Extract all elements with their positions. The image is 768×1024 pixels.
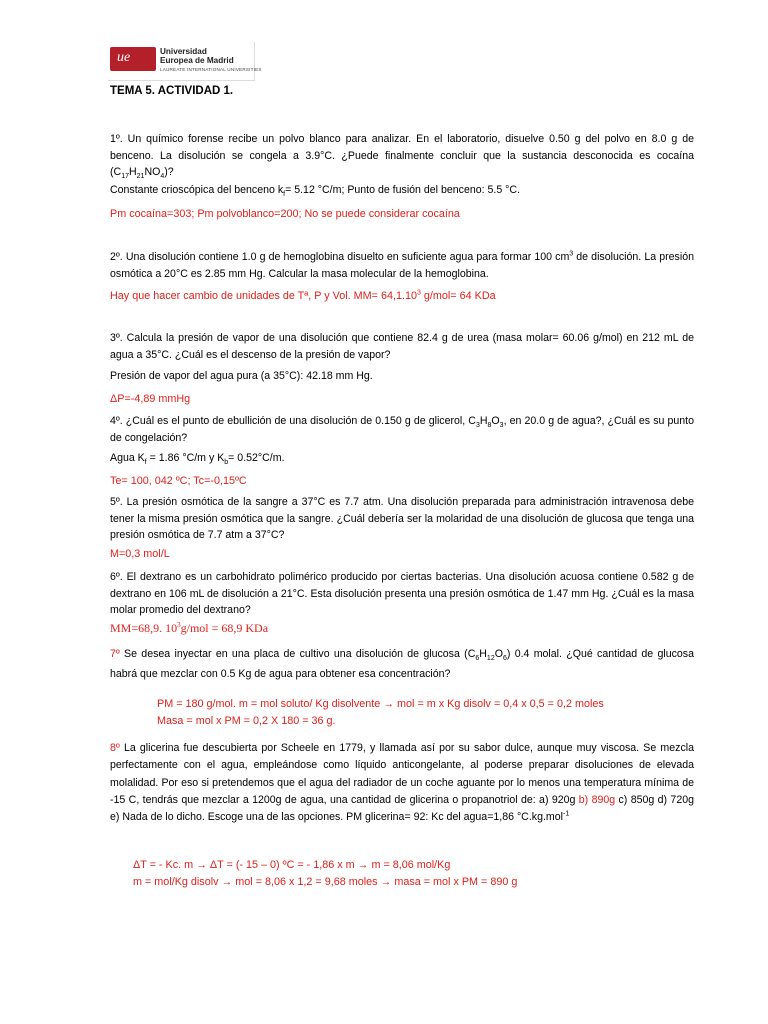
university-name-line1: Universidad (160, 47, 207, 56)
answer-2: Hay que hacer cambio de unidades de Tª, P y Vol. $MM= 64,1.10^3$ g/mol= 64 KDa (110, 289, 496, 302)
answer-8-line2: m = mol/Kg disolv → mol = 8,06 x 1,2 = 9,68 moles → masa = mol x PM = 890 g (133, 876, 518, 888)
answer-8-line1: ΔT = - Kc. m → ΔT = (- 15 – 0) ºC = - 1,86 x m → m = 8,06 mol/Kg (133, 859, 451, 871)
question-7: 7º Se desea inyectar en una placa de cultivo una disolución de glucosa $(C_6H_{12}O_6)$ 0.4 molal. ¿Qué cantidad de glucosa habrá que mezclar con 0.5 Kg de agua para obtener esa concentración? (110, 648, 694, 680)
question-3: 3º. Calcula la presión de vapor de una disolución que contiene 82.4 g de urea (masa molar= 60.06 g/mol) en 212 mL de agua a 35°C. ¿Cuál es el descenso de la presión de vapor? (110, 332, 694, 361)
answer-7-line2: Masa = mol x PM = 0,2 X 180 = 36 g. (157, 715, 336, 727)
answer-7-line1: PM = 180 g/mol. m = mol soluto/ Kg disolvente → mol = m x Kg disolv = 0,4 x 0,5 = 0,2 moles (157, 698, 604, 710)
question-3-data: Presión de vapor del agua pura (a 35°C): 42.18 mm Hg. (110, 370, 373, 382)
university-name-line2: Europea de Madrid (160, 56, 234, 65)
question-1-constants: Constante crioscópica del benceno $k_f= 5.12$ °C/m; Punto de fusión del benceno: 5.5 °C. (110, 184, 521, 199)
answer-3: ΔP=-4,89 mmHg (110, 393, 191, 405)
question-4-data: Agua $K_f = 1.86$ °C/m y $K_b= 0.52^\circ C/m$. (110, 452, 285, 467)
question-6: 6º. El dextrano es un carbohidrato polimérico producido por ciertas bacterias. Una disolución acuosa contiene 0.582 g de dextrano en 106 mL de disolución a 21°C. Esta disolución presenta una presión osmótica de 1.47 mm Hg. ¿Cuál es la masa molar promedio del dextrano? (110, 571, 694, 616)
logo-mark-text: ue (117, 50, 131, 65)
answer-5: M=0,3 mol/L (110, 548, 170, 560)
question-4: 4º. ¿Cuál es el punto de ebullición de una disolución de 0.150 g de glicerol, $C_3H_8O_3$, en 20.0 g de agua?, ¿Cuál es su punto de congelación? (110, 415, 694, 444)
answer-4: Te= 100, 042 ºC; Tc=-0,15ºC (110, 475, 247, 487)
answer-6: MM=68,9. $10^3g$/mol = 68,9 KDa (110, 621, 269, 635)
answer-1: Pm cocaína=303; Pm polvoblanco=200; No se puede considerar cocaína (110, 208, 460, 220)
university-tagline: LAUREATE INTERNATIONAL UNIVERSITIES (160, 67, 262, 72)
question-1: 1º. Un químico forense recibe un polvo blanco para analizar. En el laboratorio, disuelve 0.50 g del polvo en 8.0 g de benceno. La disolución se congela a 3.9°C. ¿Puede finalmente concluir que la sustancia desconocida es cocaína $(C_{17}H_{21}NO_4)$? (110, 133, 694, 181)
question-5: 5º. La presión osmótica de la sangre a 37°C es 7.7 atm. Una disolución preparada para administración intravenosa debe tener la misma presión osmótica que la sangre. ¿Cuál debería ser la molaridad de una disolución de glucosa que tenga una presión osmótica de 7.7 atm a 37°C? (110, 496, 694, 541)
university-logo-mark (110, 47, 156, 71)
question-2: 2º. Una disolución contiene 1.0 g de hemoglobina disuelto en suficiente agua para formar 100 $cm^3$ de disolución. La presión osmótica a 20°C es 2.85 mm Hg. Calcular la masa molecular de la hemoglobina. (110, 250, 694, 280)
question-8: 8º La glicerina fue descubierta por Scheele en 1779, y llamada así por su sabor dulce, aunque muy viscosa. Se mezcla perfectamente con el agua, empleándose como líquido anticongelante, al poderse preparar disoluciones de elevada molalidad. Por eso si pretendemos que el agua del radiador de un coche aguante por lo menos una temperatura mínima de -15 C, tendrás que mezclar a 1200g de agua, una cantidad de glicerina o propanotriol de: a) 920g b) 890g c) 850g d) 720g e) Nada de lo dicho. Escoge una de las opciones. PM glicerina= 92: Kc del agua=1,86 °C.kg.mol$^{-1}$ (110, 742, 694, 824)
page-title: TEMA 5. ACTIVIDAD 1. (110, 85, 234, 97)
university-name (160, 47, 234, 65)
